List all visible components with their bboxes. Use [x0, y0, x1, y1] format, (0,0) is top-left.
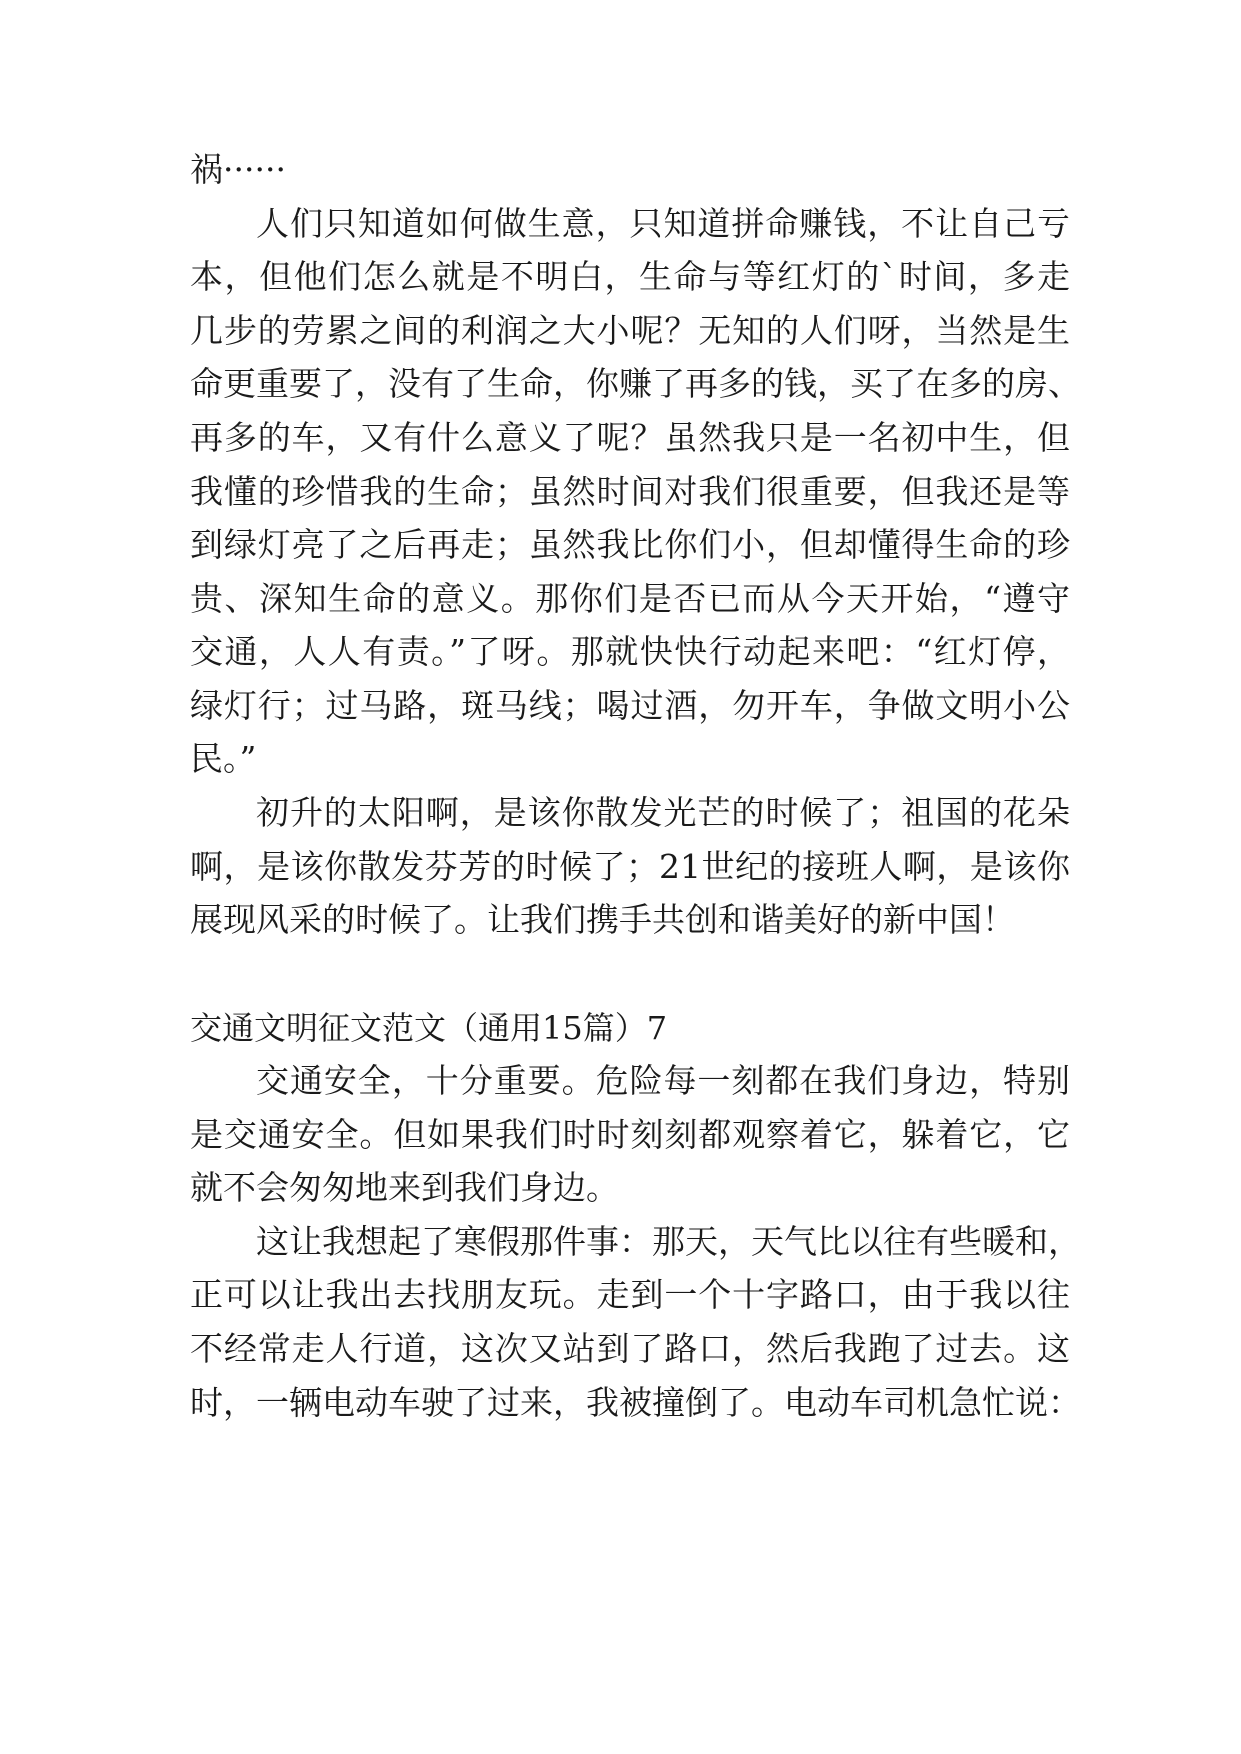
text-line: 本，但他们怎么就是不明白，生命与等红灯的`时间，多走 [190, 257, 1070, 296]
text-line: 就不会匆匆地来到我们身边。 [190, 1168, 619, 1207]
text-line: 不经常走人行道，这次又站到了路口，然后我跑了过去。这 [190, 1329, 1070, 1368]
text-line: 祸······ [190, 150, 286, 189]
text-line: 展现风采的时候了。让我们携手共创和谐美好的新中国！ [190, 900, 1015, 939]
text-line: 绿灯行；过马路，斑马线；喝过酒，勿开车，争做文明小公 [190, 686, 1070, 725]
text-line: 几步的劳累之间的利润之大小呢？无知的人们呀，当然是生 [190, 311, 1070, 350]
text-line: 正可以让我出去找朋友玩。走到一个十字路口，由于我以往 [190, 1275, 1070, 1314]
text-line: 时，一辆电动车驶了过来，我被撞倒了。电动车司机急忙说： [190, 1383, 1081, 1422]
text-line: 我懂的珍惜我的生命；虽然时间对我们很重要，但我还是等 [190, 472, 1070, 511]
text-line: 命更重要了，没有了生命，你赚了再多的钱，买了在多的房、 [190, 364, 1081, 403]
text-line: 是交通安全。但如果我们时时刻刻都观察着它，躲着它，它 [190, 1115, 1070, 1154]
text-line: 贵、深知生命的意义。那你们是否已而从今天开始，“遵守 [190, 579, 1070, 618]
text-line: 民。” [190, 739, 257, 778]
paragraph-first-line: 这让我想起了寒假那件事：那天，天气比以往有些暖和， [256, 1222, 1081, 1261]
text-line: 交通，人人有责。”了呀。那就快快行动起来吧：“红灯停， [190, 632, 1070, 671]
text-line: 到绿灯亮了之后再走；虽然我比你们小，但却懂得生命的珍 [190, 525, 1070, 564]
paragraph-first-line: 人们只知道如何做生意，只知道拼命赚钱，不让自己亏 [256, 204, 1070, 243]
paragraph-first-line: 交通安全，十分重要。危险每一刻都在我们身边，特别 [256, 1061, 1070, 1100]
section-heading: 交通文明征文范文（通用15篇）7 [190, 1009, 668, 1047]
paragraph-first-line: 初升的太阳啊，是该你散发光芒的时候了；祖国的花朵 [256, 793, 1070, 832]
text-line: 啊，是该你散发芬芳的时候了；21世纪的接班人啊，是该你 [190, 847, 1070, 886]
text-line: 再多的车，又有什么意义了呢？虽然我只是一名初中生，但 [190, 418, 1070, 457]
